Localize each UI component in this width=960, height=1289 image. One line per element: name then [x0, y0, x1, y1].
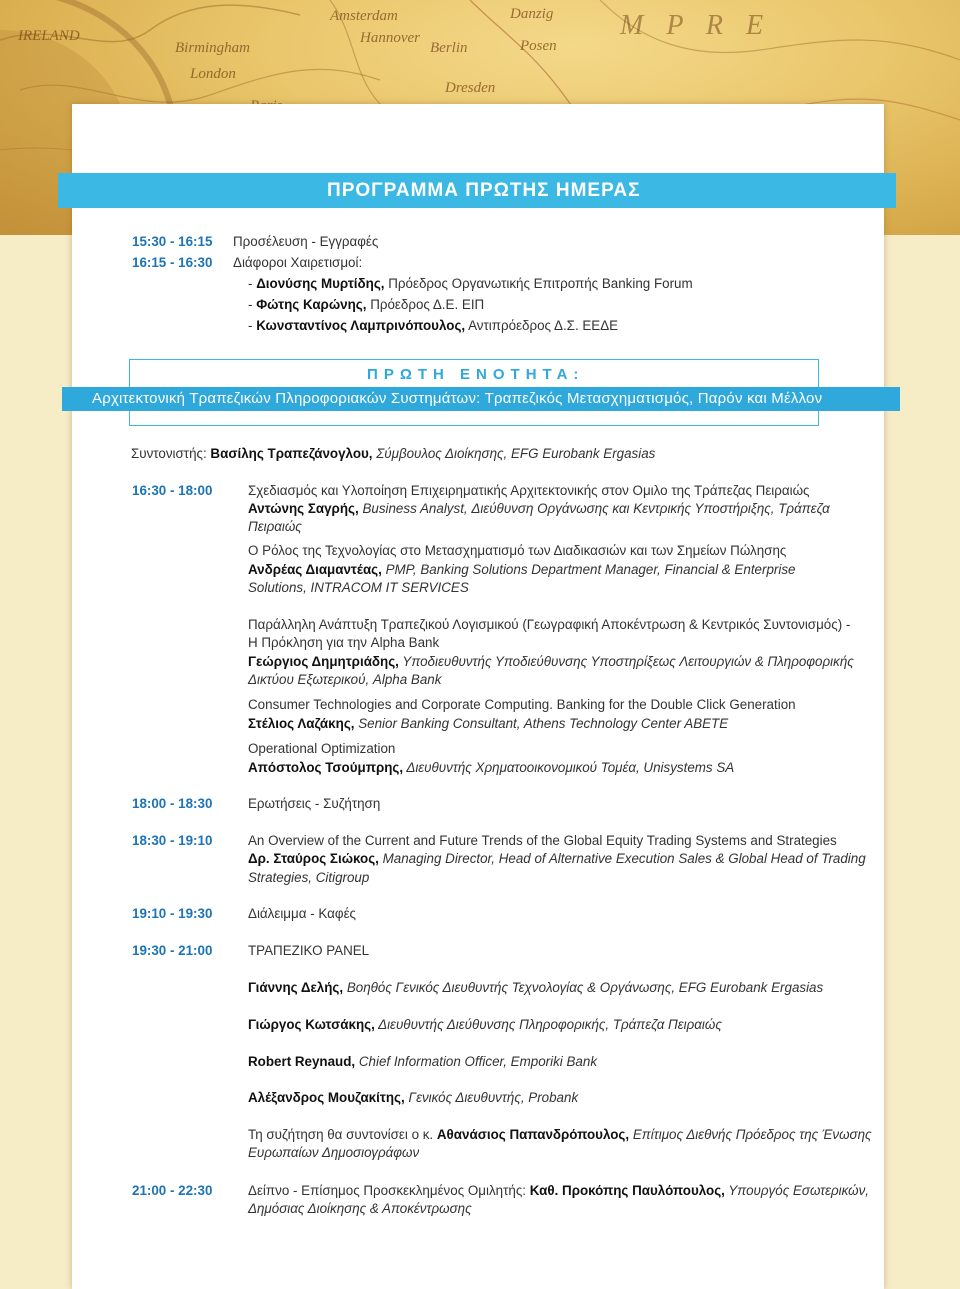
time-slot: 21:00 - 22:30 — [132, 1183, 213, 1198]
section-subtitle: Αρχιτεκτονική Τραπεζικών Πληροφοριακών Συστημάτων: Τραπεζικός Μετασχηματισμός, Παρόν και Μέλλον — [92, 390, 823, 407]
speaker-affiliation: Διευθυντής Διεύθυνσης Πληροφορικής, Τράπεζα Πειραιώς — [374, 1017, 722, 1032]
talk-title: Operational Optimization — [248, 741, 396, 756]
talk-title: An Overview of the Current and Future Trends of the Global Equity Trading Systems and Strategies — [248, 833, 837, 848]
talk-speaker — [248, 851, 866, 867]
speaker-affiliation: Business Analyst, Διεύθυνση Οργάνωσης και Κεντρικής Υποστήριξης, Τράπεζα — [358, 501, 830, 516]
speaker-affiliation: Strategies, Citigroup — [248, 870, 370, 885]
speaker-name: Δρ. Σταύρος Σιώκος, — [248, 851, 379, 866]
talk-speaker — [248, 716, 728, 732]
talk-title: Παράλληλη Ανάπτυξη Τραπεζικού Λογισμικού (Γεωγραφική Αποκέντρωση & Κεντρικός Συντονισμός) - — [248, 617, 851, 632]
dinner-prefix: Δείπνο - Επίσημος Προσκεκλημένος Ομιλητής: — [248, 1183, 530, 1198]
speaker-affiliation: Δικτύου Εξωτερικού, Alpha Bank — [248, 672, 442, 687]
time-slot: 16:30 - 18:00 — [132, 483, 213, 498]
moderator-role: Επίτιμος Διεθνής Πρόεδρος της Ένωσης — [629, 1127, 872, 1142]
speaker-name: Στέλιος Λαζάκης, — [248, 716, 355, 731]
talk-speaker — [248, 654, 854, 670]
speaker-role: Πρόεδρος Δ.Ε. ΕΙΠ — [366, 297, 485, 312]
coordinator-label: Συντονιστής: — [131, 446, 211, 461]
talk-title: Ο Ρόλος της Τεχνολογίας στο Μετασχηματισμό των Διαδικασιών και των Σημείων Πώλησης — [248, 543, 787, 558]
agenda-item: Διάφοροι Χαιρετισμοί: — [233, 255, 363, 270]
speaker-affiliation: Chief Information Officer, Emporiki Bank — [355, 1054, 598, 1069]
speaker-name: Γιάννης Δελής, — [248, 980, 344, 995]
panel-title: ΤΡΑΠΕΖΙΚΟ PANEL — [248, 943, 370, 958]
speaker-name: Κωνσταντίνος Λαμπρινόπουλος, — [256, 318, 466, 333]
speaker-affiliation: Υποδιευθυντής Υποδιεύθυνσης Υποστηρίξεως Λειτουργιών & Πληροφορικής — [398, 654, 854, 669]
speaker-name: Απόστολος Τσούμπρης, — [248, 760, 404, 775]
time-slot: 16:15 - 16:30 — [132, 255, 213, 270]
speaker-affiliation: Solutions, INTRACOM IT SERVICES — [248, 580, 469, 595]
agenda-item: Ερωτήσεις - Συζήτηση — [248, 796, 381, 811]
coordinator-name: Βασίλης Τραπεζάνογλου, — [210, 446, 373, 461]
speaker-name: Γεώργιος Δημητριάδης, — [248, 654, 399, 669]
greeting-prefix: - — [248, 318, 257, 333]
map-label: Berlin — [430, 40, 468, 56]
greeting-prefix: - — [248, 276, 257, 291]
panel-member — [248, 1017, 722, 1033]
greeting-line — [248, 276, 693, 292]
coordinator-role: Σύμβουλος Διοίκησης, EFG Eurobank Ergasias — [372, 446, 656, 461]
time-slot: 18:00 - 18:30 — [132, 796, 213, 811]
speaker-name: Διονύσης Μυρτίδης, — [256, 276, 385, 291]
talk-title: Σχεδιασμός και Υλοποίηση Επιχειρηματικής Αρχιτεκτονικής στον Ομιλο της Τράπεζας Πειραιώς — [248, 483, 810, 498]
dinner-line — [248, 1183, 869, 1199]
map-label: Danzig — [510, 6, 554, 22]
talk-speaker — [248, 562, 795, 578]
map-label: Posen — [520, 38, 557, 54]
map-label: Birmingham — [175, 40, 250, 56]
time-slot: 18:30 - 19:10 — [132, 833, 213, 848]
time-slot: 15:30 - 16:15 — [132, 234, 213, 249]
map-label: Amsterdam — [330, 8, 398, 24]
speaker-affiliation: Managing Director, Head of Alternative Execution Sales & Global Head of Trading — [378, 851, 866, 866]
speaker-name: Αλέξανδρος Μουζακίτης, — [248, 1090, 405, 1105]
time-slot: 19:30 - 21:00 — [132, 943, 213, 958]
page-title: ΠΡΟΓΡΑΜΜΑ ΠΡΩΤΗΣ ΗΜΕΡΑΣ — [327, 180, 641, 201]
talk-speaker — [248, 501, 830, 517]
moderator-role: Ευρωπαίων Δημοσιογράφων — [248, 1145, 420, 1160]
coordinator-line — [131, 446, 655, 462]
map-label: IRELAND — [18, 28, 80, 44]
speaker-name: Φώτης Καρώνης, — [256, 297, 367, 312]
greeting-line — [248, 318, 618, 334]
map-label: London — [190, 66, 236, 82]
speaker-affiliation: Πειραιώς — [248, 519, 302, 534]
moderator-prefix: Τη συζήτηση θα συντονίσει ο κ. — [248, 1127, 437, 1142]
speaker-name: Αντώνης Σαγρής, — [248, 501, 359, 516]
speaker-name: Ανδρέας Διαμαντέας, — [248, 562, 382, 577]
section-label: ΠΡΩΤΗ ΕΝΟΤΗΤΑ: — [367, 366, 585, 383]
time-slot: 19:10 - 19:30 — [132, 906, 213, 921]
moderator-name: Αθανάσιος Παπανδρόπουλος, — [436, 1127, 630, 1142]
speaker-affiliation: Senior Banking Consultant, Athens Technology Center ABETE — [354, 716, 729, 731]
panel-member — [248, 1054, 597, 1070]
speaker-affiliation: Υπουργός Εσωτερικών, — [724, 1183, 869, 1198]
talk-title: Η Πρόκληση για την Alpha Bank — [248, 635, 440, 650]
agenda-item: Διάλειμμα - Καφές — [248, 906, 356, 921]
greeting-prefix: - — [248, 297, 257, 312]
greeting-line — [248, 297, 484, 313]
speaker-affiliation: PMP, Banking Solutions Department Manager, Financial & Enterprise — [381, 562, 796, 577]
panel-member — [248, 980, 823, 996]
speaker-affiliation: Βοηθός Γενικός Διευθυντής Τεχνολογίας & Οργάνωσης, EFG Eurobank Ergasias — [343, 980, 824, 995]
talk-speaker — [248, 760, 734, 776]
panel-member — [248, 1090, 578, 1106]
speaker-name: Robert Reynaud, — [248, 1054, 356, 1069]
speaker-name: Καθ. Προκόπης Παυλόπουλος, — [529, 1183, 725, 1198]
map-label: Hannover — [360, 30, 420, 46]
panel-moderator — [248, 1127, 872, 1143]
agenda-item: Προσέλευση - Εγγραφές — [233, 234, 379, 249]
speaker-affiliation: Διευθυντής Χρηματοοικονομικού Τομέα, Unisystems SA — [403, 760, 735, 775]
map-label: Dresden — [445, 80, 496, 96]
speaker-role: Πρόεδρος Οργανωτικής Επιτροπής Banking Forum — [384, 276, 693, 291]
speaker-role: Αντιπρόεδρος Δ.Σ. ΕΕΔΕ — [465, 318, 619, 333]
talk-title: Consumer Technologies and Corporate Computing. Banking for the Double Click Generation — [248, 697, 796, 712]
speaker-affiliation: Γενικός Διευθυντής, Probank — [404, 1090, 579, 1105]
speaker-name: Γιώργος Κωτσάκης, — [248, 1017, 375, 1032]
speaker-affiliation: Δημόσιας Διοίκησης & Αποκέντρωσης — [248, 1201, 472, 1216]
map-label: M P R E — [620, 10, 772, 41]
